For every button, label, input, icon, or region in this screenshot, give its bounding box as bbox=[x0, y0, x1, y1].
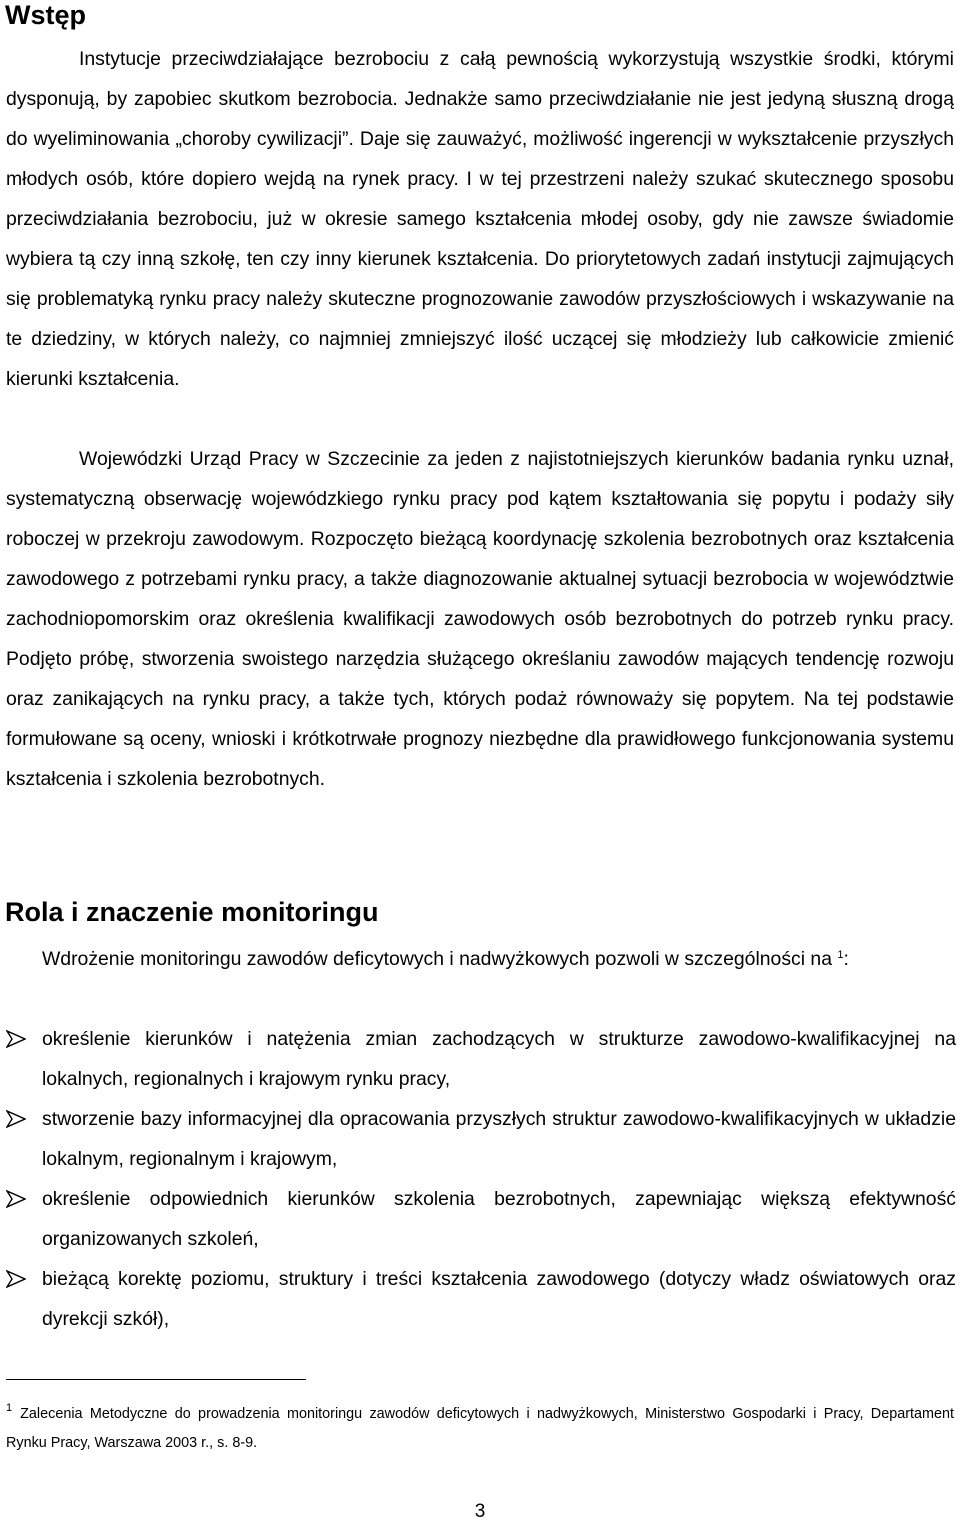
section-title-wstep: Wstęp bbox=[5, 0, 86, 30]
footnote-number: 1 bbox=[6, 1402, 13, 1414]
list-item-text: bieżącą korektę poziomu, struktury i treści kształcenia zawodowego (dotyczy władz oświatowych oraz dyrekcji szkół), bbox=[42, 1268, 956, 1330]
list-item bbox=[6, 1259, 956, 1339]
arrowhead-bullet-icon bbox=[6, 1110, 26, 1128]
footnote-reference[interactable]: 1 bbox=[837, 949, 844, 961]
arrowhead-bullet-icon bbox=[6, 1270, 26, 1288]
list-item bbox=[6, 1019, 956, 1099]
list-item-text: stworzenie bazy informacyjnej dla opracowania przyszłych struktur zawodowo-kwalifikacyjnych w układzie lokalnym, regionalnym i krajowym, bbox=[42, 1108, 956, 1170]
page-number: 3 bbox=[474, 1501, 486, 1522]
arrowhead-bullet-icon bbox=[6, 1190, 26, 1208]
list-item-text: określenie odpowiednich kierunków szkolenia bezrobotnych, zapewniając większą efektywność organizowanych szkoleń, bbox=[42, 1188, 956, 1250]
paragraph-intro-1: Instytucje przeciwdziałające bezrobociu z całą pewnością wykorzystują wszystkie środki, którymi dysponują, by zapobiec skutkom bezrobocia. Jednakże samo przeciwdziałanie nie jest jedyną słuszną drogą do wyeliminowania „choroby cywilizacji”. Daje się zauważyć, możliwość ingerencji w wykształcenie przyszłych młodych osób, które dopiero wejdą na rynek pracy. I w tej przestrzeni należy szukać skutecznego sposobu przeciwdziałania bezrobociu, już w okresie samego kształcenia młodej osoby, gdy nie zawsze świadomie wybiera tą czy inną szkołę, ten czy inny kierunek kształcenia. Do priorytetowych zadań instytucji zajmujących się problematyką rynku pracy należy skuteczne prognozowanie zawodów przyszłościowych i wskazywanie na te dziedziny, w których należy, co najmniej zmniejszyć ilość uczącej się młodzieży lub całkowicie zmienić kierunki kształcenia. bbox=[6, 48, 954, 390]
paragraph-monitoring-intro bbox=[6, 939, 954, 979]
list-item bbox=[6, 1099, 956, 1179]
footnote-divider bbox=[6, 1379, 306, 1380]
intro-suffix: : bbox=[843, 948, 849, 970]
list-item bbox=[6, 1179, 956, 1259]
bullet-list bbox=[6, 1019, 956, 1339]
list-item-text: określenie kierunków i natężenia zmian zachodzących w strukturze zawodowo-kwalifikacyjnej na lokalnych, regionalnych i krajowym rynku pracy, bbox=[42, 1028, 956, 1090]
footnote-text: Zalecenia Metodyczne do prowadzenia monitoringu zawodów deficytowych i nadwyżkowych, Ministerstwo Gospodarki i Pracy, Departament Rynku Pracy, Warszawa 2003 r., s. 8-9. bbox=[6, 1406, 954, 1451]
paragraph-intro-2: Wojewódzki Urząd Pracy w Szczecinie za jeden z najistotniejszych kierunków badania rynku uznał, systematyczną obserwację wojewódzkiego rynku pracy pod kątem kształtowania się popytu i podaży siły roboczej w przekroju zawodowym. Rozpoczęto bieżącą koordynację szkolenia bezrobotnych oraz kształcenia zawodowego z potrzebami rynku pracy, a także diagnozowanie aktualnej sytuacji bezrobocia w województwie zachodniopomorskim oraz określenia kwalifikacji zawodowych osób bezrobotnych do potrzeb rynku pracy. Podjęto próbę, stworzenia swoistego narzędzia służącego określaniu zawodów mających tendencję rozwoju oraz zanikających na rynku pracy, a także tych, których podaż równoważy się popytem. Na tej podstawie formułowane są oceny, wnioski i krótkotrwałe prognozy niezbędne dla prawidłowego funkcjonowania systemu kształcenia i szkolenia bezrobotnych. bbox=[6, 448, 954, 790]
arrowhead-bullet-icon bbox=[6, 1030, 26, 1048]
footnote bbox=[6, 1400, 954, 1458]
intro-text: Wdrożenie monitoringu zawodów deficytowych i nadwyżkowych pozwoli w szczególności na bbox=[42, 948, 832, 970]
section-title-monitoring: Rola i znaczenie monitoringu bbox=[5, 897, 379, 927]
